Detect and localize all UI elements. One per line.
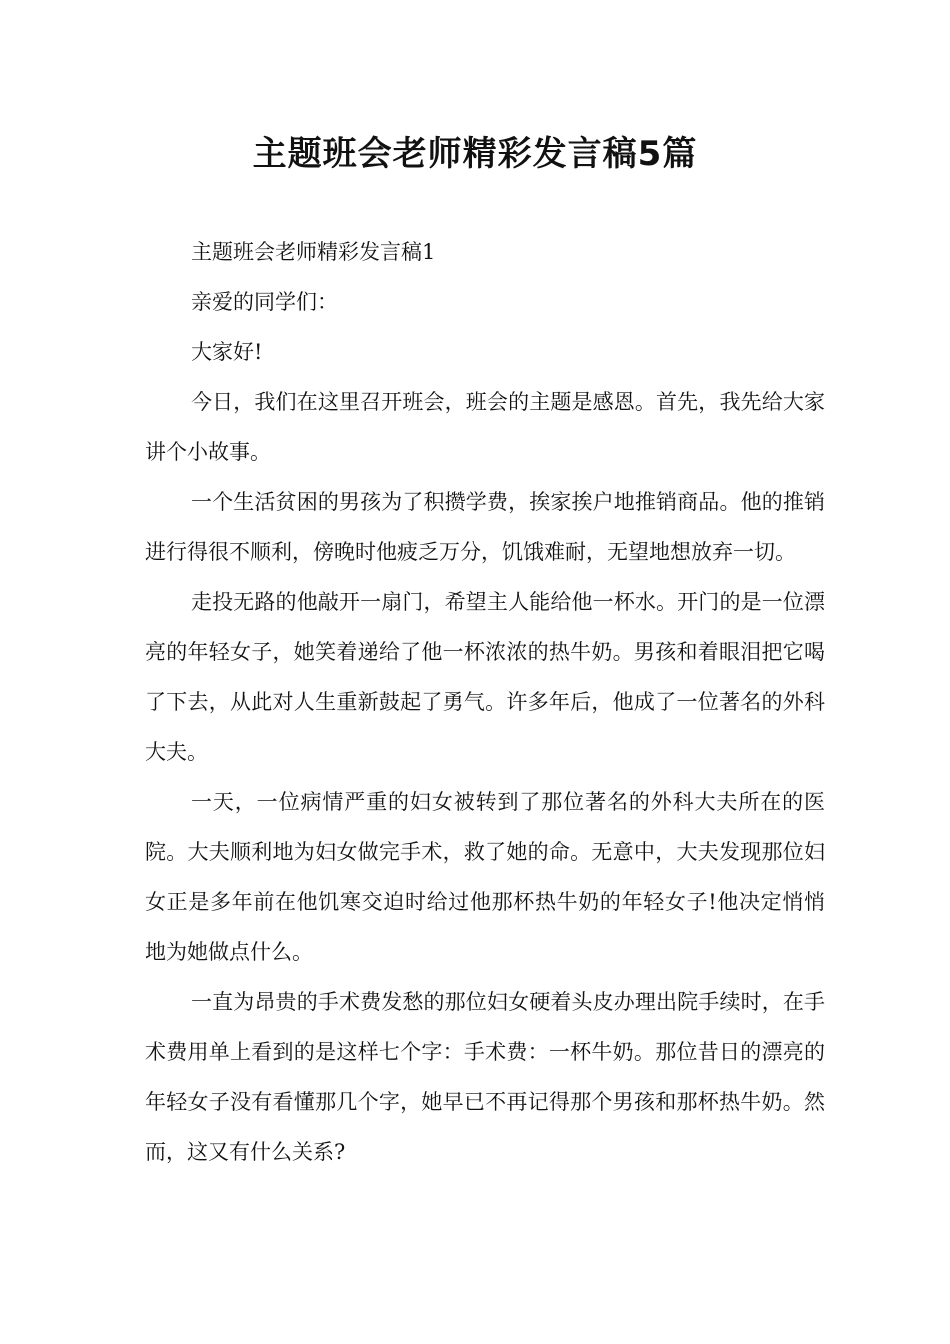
paragraph-greeting: 大家好! bbox=[191, 340, 263, 364]
paragraph-intro: 今日，我们在这里召开班会，班会的主题是感恩。首先，我先给大家讲个小故事。 bbox=[145, 390, 825, 464]
paragraph-story-3: 一天，一位病情严重的妇女被转到了那位著名的外科大夫所在的医院。大夫顺利地为妇女做完手术，救了她的命。无意中，大夫发现那位妇女正是多年前在他饥寒交迫时给过他那杯热牛奶的年轻女子!他决定悄悄地为她做点什么。 bbox=[145, 790, 825, 964]
paragraph-story-1: 一个生活贫困的男孩为了积攒学费，挨家挨户地推销商品。他的推销进行得很不顺利，傍晚时他疲乏万分，饥饿难耐，无望地想放弃一切。 bbox=[145, 490, 825, 564]
paragraph-story-4: 一直为昂贵的手术费发愁的那位妇女硬着头皮办理出院手续时，在手术费用单上看到的是这样七个字：手术费：一杯牛奶。那位昔日的漂亮的年轻女子没有看懂那几个字，她早已不再记得那个男孩和那杯热牛奶。然而，这又有什么关系? bbox=[145, 990, 825, 1164]
paragraph-section-heading: 主题班会老师精彩发言稿1 bbox=[191, 240, 436, 264]
paragraph-salutation: 亲爱的同学们： bbox=[191, 290, 338, 314]
paragraph-story-2: 走投无路的他敲开一扇门，希望主人能给他一杯水。开门的是一位漂亮的年轻女子，她笑着递给了他一杯浓浓的热牛奶。男孩和着眼泪把它喝了下去，从此对人生重新鼓起了勇气。许多年后，他成了一位著名的外科大夫。 bbox=[145, 590, 825, 764]
document-body bbox=[145, 227, 825, 1177]
document-title: 主题班会老师精彩发言稿5篇 bbox=[252, 134, 698, 174]
